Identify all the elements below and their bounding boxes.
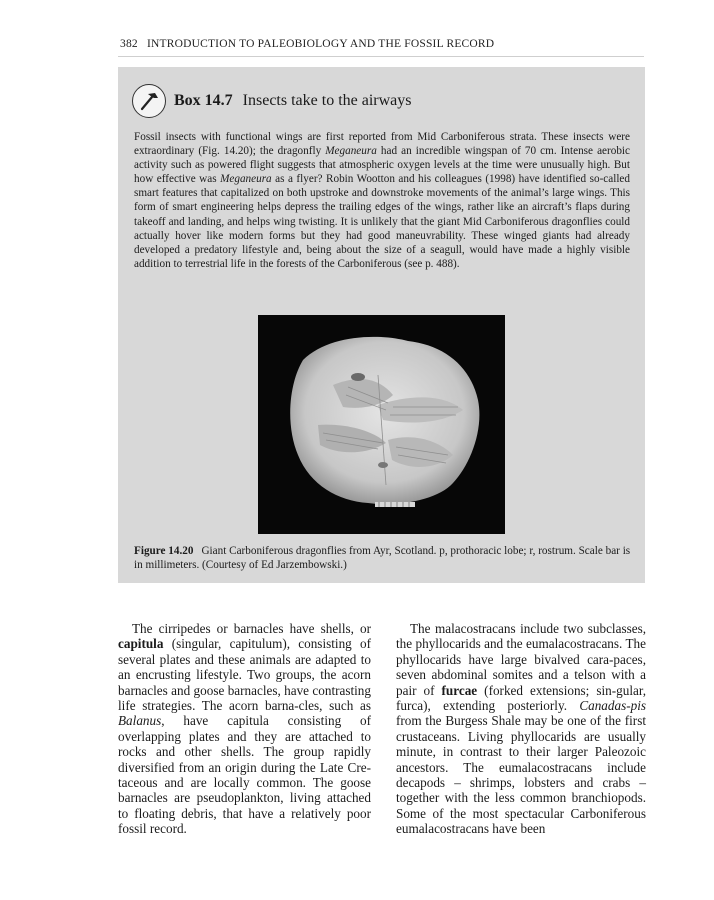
left-column <box>118 621 371 837</box>
italic-genus: Balanus <box>118 713 162 729</box>
box-text: as a flyer? Robin Wootton and his colleagues (1998) have identified so-called smart features that capitalized on both upstroke and downstroke movements of the animal’s large wings. This form of smart engineering helps depress the trailing edges of the wings, rather like an aircraft’s flaps during takeoff and landing, and helps wing twisting. It is unlikely that the giant Mid Carboniferous dragonflies could actually hover like modern forms but they had good maneuvrability. These winged giants had already developed a predatory lifestyle and, being about the size of a seagull, would have made a highly visible addition to terrestrial life in the forests of the Carboniferous (see p. 488). <box>134 173 630 270</box>
box-14-7 <box>118 67 645 583</box>
figure-label: Figure 14.20 <box>134 545 194 557</box>
bold-term: furcae <box>441 682 478 698</box>
italic-genus: Canadas-pis <box>579 698 646 714</box>
box-label: Box 14.7 <box>174 92 233 109</box>
box-header <box>132 83 412 119</box>
body-text: The cirripedes or barnacles have shells, or <box>132 621 371 636</box>
italic-genus: Meganeura <box>325 145 377 158</box>
box-body <box>134 130 630 271</box>
italic-genus: Meganeura <box>220 173 272 186</box>
body-text: The malacostracans include two subclasses, the phyllocarids and the eumalacostracans. The phyllocarids have large bivalved cara-paces, seven abdominal somites and a telson with a pair of <box>396 621 646 698</box>
hammer-icon <box>132 84 166 118</box>
header-rule <box>118 56 644 57</box>
figure-14-20-photo <box>258 315 505 534</box>
figure-caption <box>134 544 632 573</box>
body-text: , have capitula consisting of overlapping plates and they are attached to rocks and other shells. The group rapidly diversified from an origin during the Late Cre-taceous and are locally common. The goose barnacles are pseudoplankton, living attached to floating debris, that have a relatively poor fossil record. <box>118 713 371 837</box>
body-text: (singular, capitulum), consisting of several plates and these animals are adapted to an encrusting lifestyle. Two groups, the acorn barnacles and goose barnacles, have contrasting life strategies. The acorn barna-cles, such as <box>118 636 371 714</box>
figure-caption-text: Giant Carboniferous dragonflies from Ayr, Scotland. p, prothoracic lobe; r, rostrum. Scale bar is in millimeters. (Courtesy of Ed Jarzembowski.) <box>134 545 631 572</box>
bold-term: capitula <box>118 636 164 652</box>
box-title: Insects take to the airways <box>242 92 412 109</box>
page-number: 382 <box>120 38 138 50</box>
box-text: Fossil insects with functional wings are first reported from Mid Carboniferous strata. These insects were extraordinary (Fig. 14.20); the dragonfly <box>134 131 630 158</box>
running-head <box>120 38 640 50</box>
running-title: INTRODUCTION TO PALEOBIOLOGY AND THE FOSSIL RECORD <box>146 38 495 50</box>
right-column <box>396 621 646 837</box>
box-text: had an incredible wingspan of 70 cm. Intense aerobic activity such as powered flight suggests that atmospheric oxygen levels at the time were unusually high. But how effective was <box>134 145 630 186</box>
body-text: from the Burgess Shale may be one of the first crustaceans. Living phyllocarids are usually minute, in contrast to their larger Paleozoic ancestors. The eumalacostracans include decapods – shrimps, lobsters and crabs – together with the less common branchiopods. Some of the most spectacular Carboniferous eumalacostracans have been <box>396 713 646 837</box>
body-text: (forked extensions; sin-gular, furca), extending posteriorly. <box>396 682 646 714</box>
